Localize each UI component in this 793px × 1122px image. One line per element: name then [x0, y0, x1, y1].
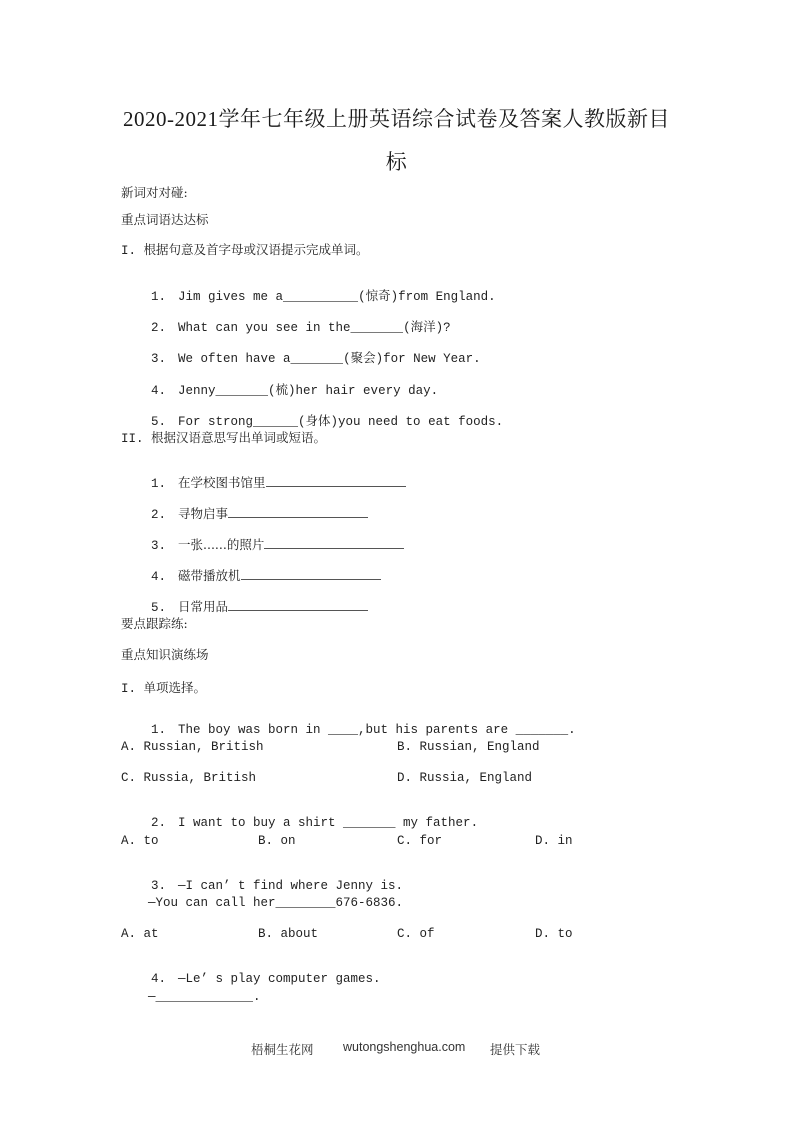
question-line-1: —I can’ t find where Jenny is. — [178, 879, 404, 893]
q3-option-b: B. about — [258, 927, 319, 941]
item-text: 日常用品 — [178, 599, 229, 614]
item-number: 1. — [151, 477, 167, 491]
item-text-after: (海洋)? — [403, 321, 451, 335]
q2-option-c: C. for — [397, 834, 443, 848]
item-number: 2. — [151, 508, 167, 522]
document-title-line1: 2020-2021学年七年级上册英语综合试卷及答案人教版新目 — [123, 107, 670, 131]
question-number: 4. — [151, 972, 167, 986]
q3-option-a: A. at — [121, 927, 159, 941]
section-practice: 要点跟踪练: — [121, 616, 188, 631]
q1-option-d: D. Russia, England — [397, 771, 533, 785]
item-number: 1. — [151, 290, 167, 304]
item-text: 在学校图书馆里 — [178, 475, 266, 490]
fill-blank: ______ — [253, 415, 299, 429]
item-text-after: (聚会)for New Year. — [343, 352, 481, 366]
item-text-after: (身体)you need to eat foods. — [298, 415, 504, 429]
q1-option-c: C. Russia, British — [121, 771, 257, 785]
item-text: 寻物启事 — [178, 506, 229, 521]
question-4-line-2: —_____________. — [148, 990, 261, 1004]
item-number: 5. — [151, 601, 167, 615]
item-text-before: We often have a — [178, 352, 291, 366]
q1-option-a: A. Russian, British — [121, 740, 264, 754]
section-new-words: 新词对对碰: — [121, 185, 188, 200]
document-title-line2: 标 — [385, 150, 408, 174]
answer-blank — [264, 536, 404, 549]
section-practice-field: 重点知识演练场 — [121, 647, 209, 662]
question-text: The boy was born in ____,but his parents are _______. — [178, 723, 576, 737]
footer-site-name: 梧桐生花网 — [251, 1042, 314, 1057]
q3-option-d: D. to — [535, 927, 573, 941]
item-number: 2. — [151, 321, 167, 335]
answer-blank — [241, 567, 381, 580]
item-number: 4. — [151, 570, 167, 584]
part2-heading: II. 根据汉语意思写出单词或短语。 — [121, 432, 327, 446]
question-text: I want to buy a shirt _______ my father. — [178, 816, 479, 830]
answer-blank — [228, 505, 368, 518]
item-number: 3. — [151, 539, 167, 553]
item-text-after: (惊奇)from England. — [358, 290, 496, 304]
item-number: 5. — [151, 415, 167, 429]
part1-heading: I. 根据句意及首字母或汉语提示完成单词。 — [121, 244, 369, 258]
item-text: 一张......的照片 — [178, 537, 265, 552]
item-text-before: What can you see in the — [178, 321, 351, 335]
fill-blank: _______ — [290, 352, 344, 366]
question-number: 1. — [151, 723, 167, 737]
fill-blank: __________ — [283, 290, 359, 304]
answer-blank — [228, 598, 368, 611]
q1-option-b: B. Russian, England — [397, 740, 540, 754]
question-number: 3. — [151, 879, 167, 893]
item-text-before: Jim gives me a — [178, 290, 284, 304]
q2-option-a: A. to — [121, 834, 159, 848]
fill-blank: _______ — [350, 321, 404, 335]
fill-blank: _______ — [215, 384, 269, 398]
q2-option-b: B. on — [258, 834, 296, 848]
item-number: 4. — [151, 384, 167, 398]
section-key-words: 重点词语达达标 — [121, 212, 209, 227]
item-number: 3. — [151, 352, 167, 366]
part3-heading: I. 单项选择。 — [121, 682, 207, 696]
item-text-after: (梳)her hair every day. — [268, 384, 439, 398]
item-text: 磁带播放机 — [178, 568, 241, 583]
q2-option-d: D. in — [535, 834, 573, 848]
question-number: 2. — [151, 816, 167, 830]
item-text-before: Jenny — [178, 384, 216, 398]
q3-option-c: C. of — [397, 927, 435, 941]
question-3-line-2: —You can call her________676-6836. — [148, 896, 404, 910]
question-line-1: —Le’ s play computer games. — [178, 972, 381, 986]
footer-download-text: 提供下载 — [490, 1042, 541, 1057]
answer-blank — [266, 474, 406, 487]
footer-site-url[interactable]: wutongshenghua.com — [343, 1040, 466, 1054]
item-text-before: For strong — [178, 415, 254, 429]
